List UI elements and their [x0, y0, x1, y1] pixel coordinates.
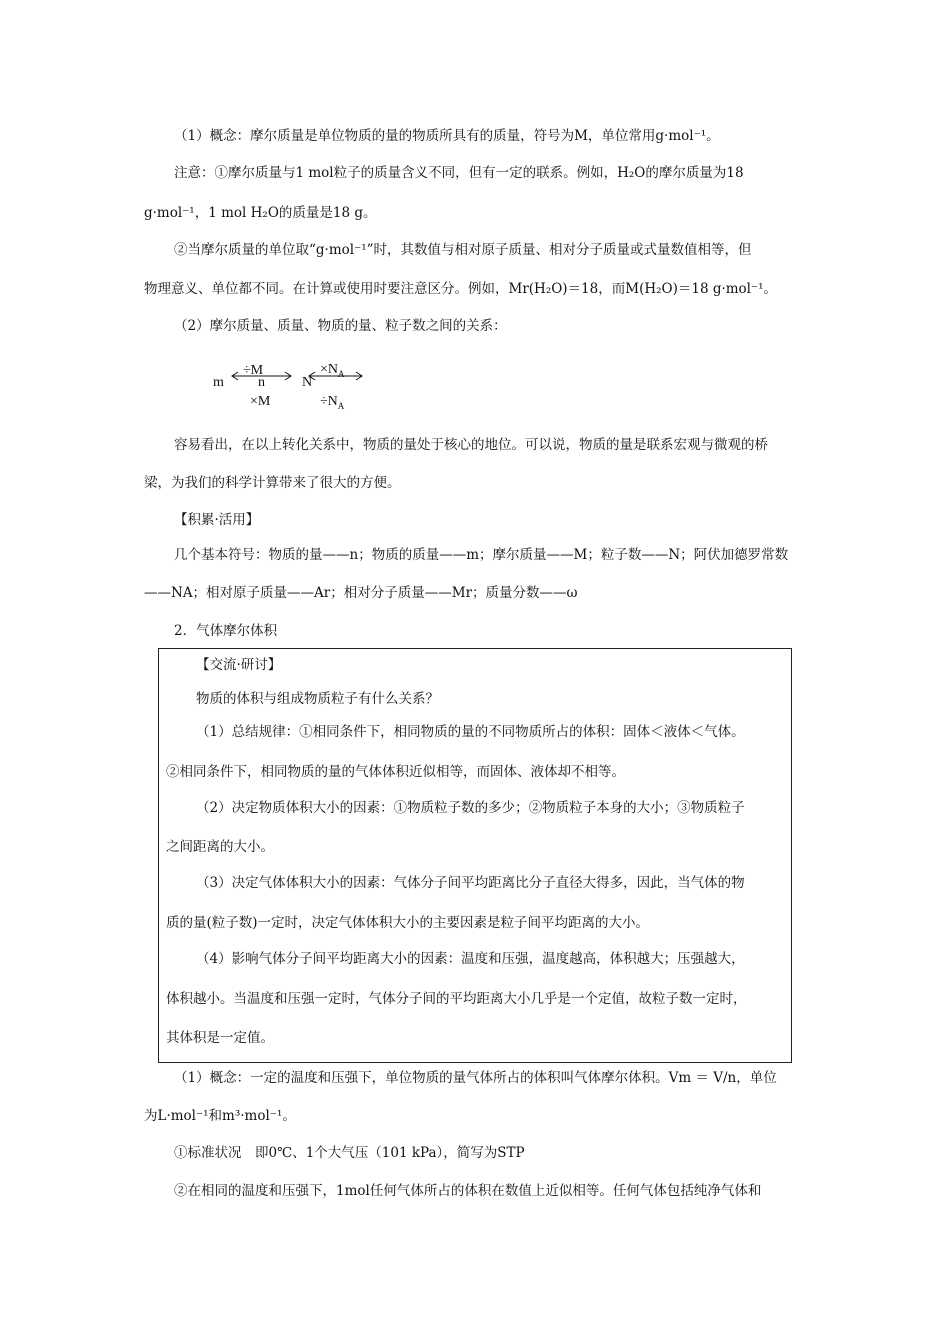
- section-2-title: 2．气体摩尔体积: [174, 623, 278, 639]
- relation-heading: （2）摩尔质量、质量、物质的量、粒子数之间的关系：: [174, 318, 507, 334]
- same-volume-statement: ②在相同的温度和压强下，1mol任何气体所占的体积在数值上近似相等。任何气体包括纯净气体和: [174, 1183, 762, 1199]
- discussion-p1-line-2: ②相同条件下，相同物质的量的气体体积近似相等，而固体、液体却不相等。: [166, 764, 625, 780]
- diagram-mul-na: $\times N_A$: [320, 362, 345, 379]
- discussion-p4-line-3: 其体积是一定值。: [166, 1030, 274, 1046]
- symbols-line-2: ——NA；相对原子质量——Ar；相对分子质量——Mr；质量分数——ω: [144, 585, 578, 601]
- discussion-p4-line-1: （4）影响气体分子间平均距离大小的因素：温度和压强，温度越高，体积越大；压强越大，: [196, 951, 745, 967]
- discussion-question: 物质的体积与组成物质粒子有什么关系？: [196, 691, 439, 707]
- discussion-p3-line-2: 质的量(粒子数)一定时，决定气体体积大小的主要因素是粒子间平均距离的大小。: [166, 915, 650, 931]
- discussion-p4-line-2: 体积越小。当温度和压强一定时，气体分子间的平均距离大小几乎是一个定值，故粒子数一定时，: [166, 991, 747, 1007]
- discussion-p2-line-1: （2）决定物质体积大小的因素：①物质粒子数的多少；②物质粒子本身的大小；③物质粒子: [196, 800, 745, 816]
- discussion-p2-line-2: 之间距离的大小。: [166, 839, 274, 855]
- diagram-arrows: [228, 370, 368, 382]
- diagram-mul-m: ×M: [250, 394, 271, 409]
- discussion-p3-line-1: （3）决定气体体积大小的因素：气体分子间平均距离比分子直径大得多，因此，当气体的物: [196, 875, 745, 891]
- gas-concept-line-2: 为L·mol⁻¹和m³·mol⁻¹。: [144, 1108, 296, 1124]
- symbols-line-1: 几个基本符号：物质的量——n；物质的质量——m；摩尔质量——M；粒子数——N；阿伏加德罗常数: [174, 547, 789, 563]
- diagram-n: n: [258, 375, 265, 390]
- diagram-div-m: ÷M: [243, 363, 264, 378]
- diagram-div-na: $\div N_A$: [320, 394, 345, 411]
- accumulate-heading: 【积累·活用】: [174, 512, 260, 528]
- note-2-line-2: 物理意义、单位都不同。在计算或使用时要注意区分。例如，Mr(H₂O)＝18，而M(H₂O)＝18 g·mol⁻¹。: [144, 281, 778, 297]
- molar-mass-concept: （1）概念：摩尔质量是单位物质的量的物质所具有的质量，符号为M，单位常用g·mol⁻¹。: [174, 128, 720, 144]
- discussion-p1-line-1: （1）总结规律：①相同条件下，相同物质的量的不同物质所占的体积：固体＜液体＜气体。: [196, 724, 745, 740]
- note-1-line-2: g·mol⁻¹，1 mol H₂O的质量是18 g。: [144, 205, 377, 221]
- gas-concept-line-1: （1）概念：一定的温度和压强下，单位物质的量气体所占的体积叫气体摩尔体积。Vm ＝ V/n，单位: [174, 1070, 777, 1086]
- note-2-line-1: ②当摩尔质量的单位取“g·mol⁻¹”时，其数值与相对原子质量、相对分子质量或式量数值相等，但: [174, 242, 752, 258]
- diagram-m: m: [213, 375, 224, 390]
- summary-line-1: 容易看出，在以上转化关系中，物质的量处于核心的地位。可以说，物质的量是联系宏观与微观的桥: [174, 437, 768, 453]
- stp-definition: ①标准状况 即0℃、1个大气压（101 kPa），简写为STP: [174, 1145, 525, 1161]
- discussion-heading: 【交流·研讨】: [196, 657, 282, 673]
- note-1-line-1: 注意：①摩尔质量与1 mol粒子的质量含义不同，但有一定的联系。例如，H₂O的摩尔质量为18: [174, 165, 744, 181]
- diagram-N: N: [302, 375, 313, 390]
- summary-line-2: 梁，为我们的科学计算带来了很大的方便。: [144, 475, 401, 491]
